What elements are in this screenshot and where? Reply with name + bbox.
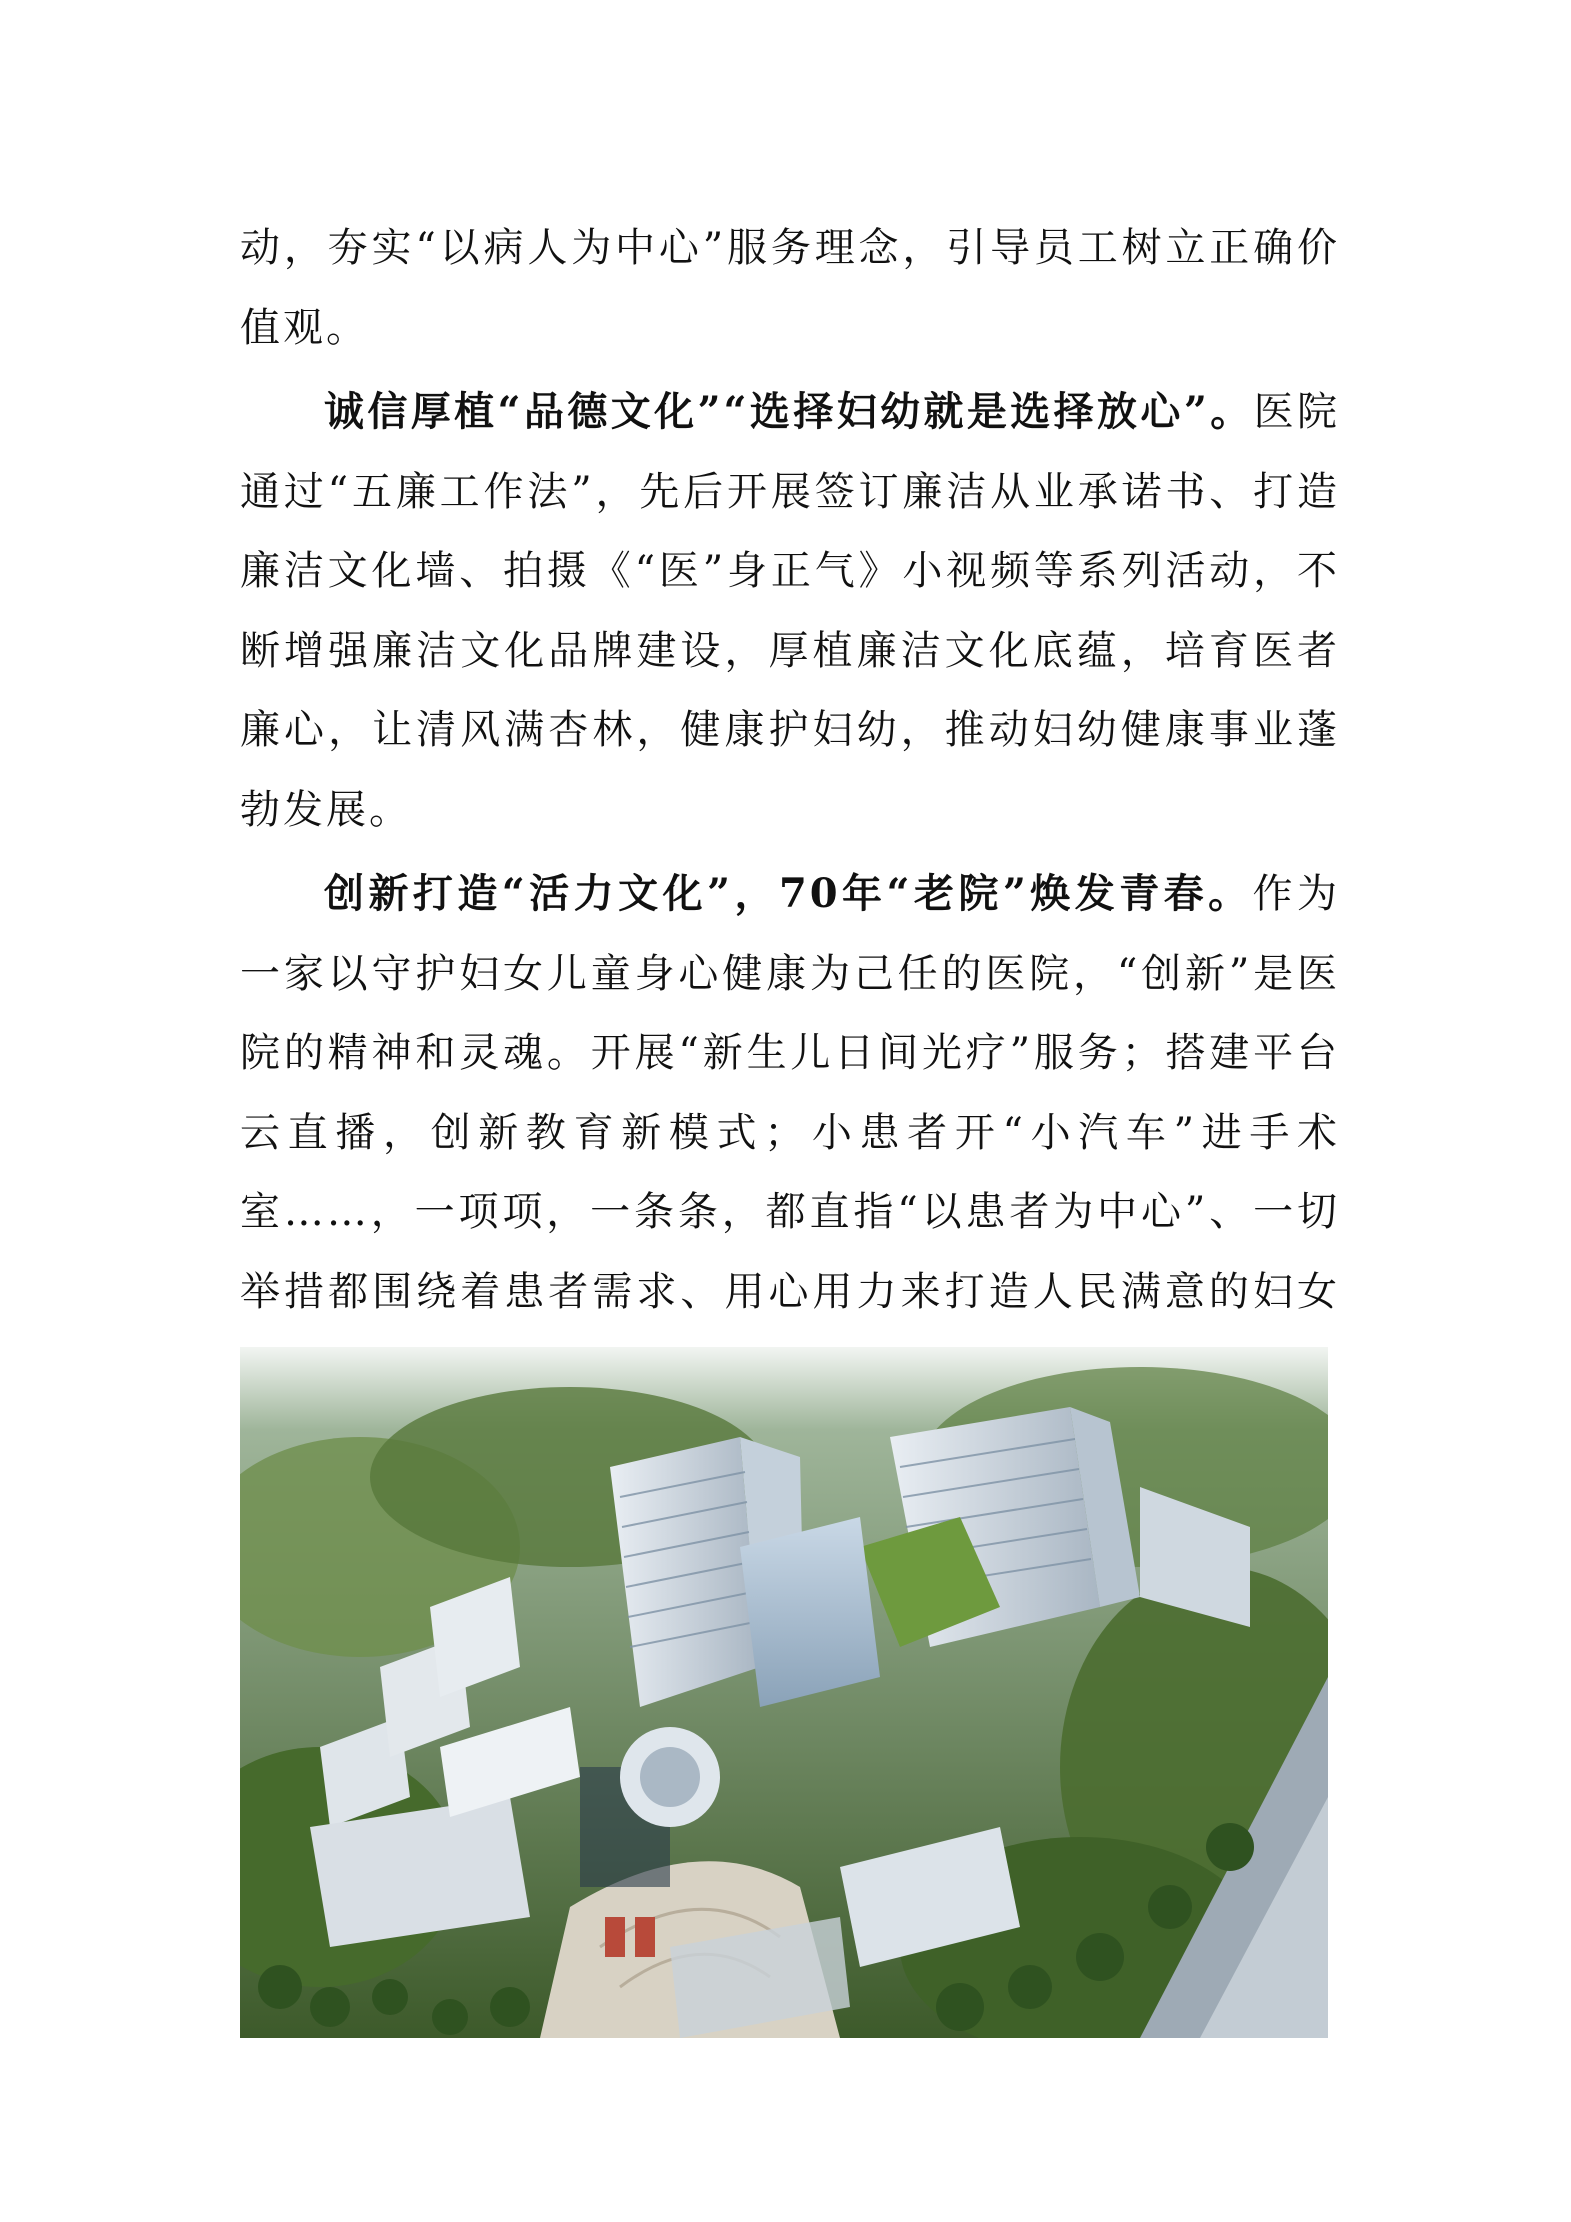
paragraph-2-lead: 诚信厚植“品德文化”“选择妇幼就是选择放心”。 [324, 388, 1254, 435]
hospital-aerial-rendering-icon [240, 1347, 1328, 2038]
paragraph-3 [240, 854, 1340, 1412]
paragraph-1-body: 动，夯实“以病人为中心”服务理念，引导员工树立正确价值观。 [240, 225, 1340, 351]
paragraph-3-body: 作为一家以守护妇女儿童身心健康为己任的医院，“创新”是医院的精神和灵魂。开展“新生儿日间光疗”服务；搭建平台云直播，创新教育新模式；小患者开“小汽车”进手术室……，一项项，一条条，都直指“以患者为中心”、一切举措都围绕着患者需求、用心用力来打造人民满意的妇女 [240, 871, 1340, 1315]
paragraph-2-body: 医院通过“五廉工作法”，先后开展签订廉洁从业承诺书、打造廉洁文化墙、拍摄《“医”身正气》小视频等系列活动，不断增强廉洁文化品牌建设，厚植廉洁文化底蕴，培育医者廉心，让清风满杏林，健康护妇幼，推动妇幼健康事业蓬勃发展。 [240, 389, 1340, 833]
hospital-aerial-image [240, 1347, 1328, 2038]
paragraph-1 [240, 208, 1340, 368]
paragraph-3-lead: 创新打造“活力文化”，70年“老院”焕发青春。 [324, 870, 1253, 917]
body-text [240, 208, 1340, 1412]
paragraph-2 [240, 372, 1340, 850]
